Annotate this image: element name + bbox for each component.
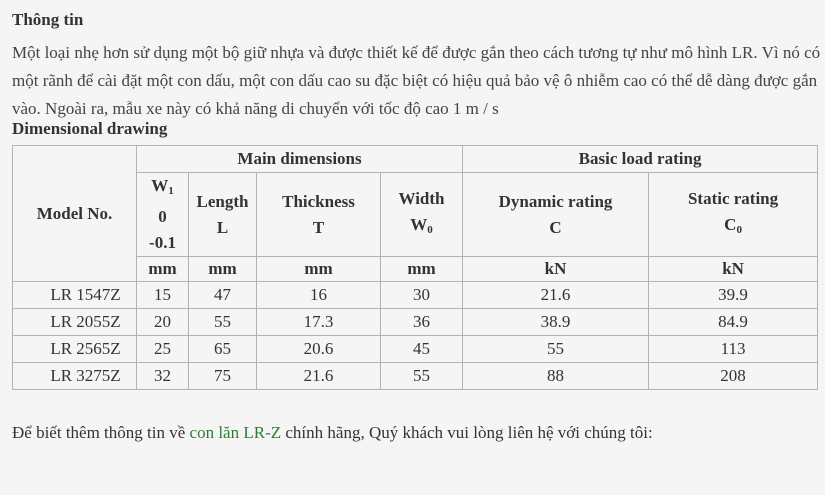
section-title: Thông tin <box>12 10 84 29</box>
dynamic-cell: 38.9 <box>463 309 649 336</box>
dynamic-cell: 21.6 <box>463 282 649 309</box>
dynamic-header <box>463 173 649 257</box>
model-header: Model No. <box>13 146 137 282</box>
width-cell: 45 <box>381 336 463 363</box>
static-symbol: C <box>724 215 737 234</box>
main-dimensions-header: Main dimensions <box>137 146 463 173</box>
dynamic-label: Dynamic rating <box>498 191 613 211</box>
length-cell: 55 <box>189 309 257 336</box>
unit-cell: mm <box>381 257 463 282</box>
w1-cell: 32 <box>137 363 189 390</box>
static-sub: 0 <box>736 224 742 236</box>
length-label: Length <box>196 191 249 211</box>
width-symbol: W <box>410 215 428 234</box>
length-header <box>189 173 257 257</box>
width-sub: 0 <box>427 224 433 236</box>
table-row <box>13 363 818 390</box>
table-row <box>13 282 818 309</box>
w1-header <box>137 173 189 257</box>
unit-cell: mm <box>257 257 381 282</box>
product-link[interactable]: con lăn LR-Z <box>189 423 282 442</box>
contact-prefix: Để biết thêm thông tin về <box>12 423 190 442</box>
w1-symbol: W <box>151 176 169 195</box>
table-row <box>13 309 818 336</box>
table-row <box>13 336 818 363</box>
width-cell: 55 <box>381 363 463 390</box>
model-cell: LR 3275Z <box>13 363 137 390</box>
static-cell: 39.9 <box>649 282 818 309</box>
width-header <box>381 173 463 257</box>
load-rating-header: Basic load rating <box>463 146 818 173</box>
thickness-cell: 16 <box>257 282 381 309</box>
static-cell: 208 <box>649 363 818 390</box>
width-label: Width <box>398 189 445 208</box>
w1-sub: 1 <box>168 185 174 197</box>
w1-cell: 20 <box>137 309 189 336</box>
unit-cell: mm <box>189 257 257 282</box>
thickness-label: Thickness <box>282 191 355 211</box>
unit-cell: kN <box>463 257 649 282</box>
w1-tol-upper: 0 <box>158 207 167 226</box>
length-cell: 75 <box>189 363 257 390</box>
drawing-title: Dimensional drawing <box>12 119 168 138</box>
length-cell: 47 <box>189 282 257 309</box>
thickness-cell: 21.6 <box>257 363 381 390</box>
length-symbol: L <box>216 217 229 237</box>
static-header <box>649 173 818 257</box>
model-cell: LR 1547Z <box>13 282 137 309</box>
thickness-cell: 17.3 <box>257 309 381 336</box>
spec-table <box>12 145 818 390</box>
width-cell: 30 <box>381 282 463 309</box>
thickness-symbol: T <box>312 217 325 237</box>
width-cell: 36 <box>381 309 463 336</box>
unit-cell: mm <box>137 257 189 282</box>
static-cell: 113 <box>649 336 818 363</box>
w1-cell: 15 <box>137 282 189 309</box>
dynamic-symbol: C <box>549 217 562 237</box>
dynamic-cell: 88 <box>463 363 649 390</box>
unit-cell: kN <box>649 257 818 282</box>
w1-tol-lower: -0.1 <box>149 233 176 252</box>
model-cell: LR 2055Z <box>13 309 137 336</box>
static-cell: 84.9 <box>649 309 818 336</box>
w1-cell: 25 <box>137 336 189 363</box>
thickness-cell: 20.6 <box>257 336 381 363</box>
length-cell: 65 <box>189 336 257 363</box>
contact-suffix: chính hãng, Quý khách vui lòng liên hệ với chúng tôi: <box>281 423 653 442</box>
dynamic-cell: 55 <box>463 336 649 363</box>
model-cell: LR 2565Z <box>13 336 137 363</box>
intro-paragraph: Một loại nhẹ hơn sử dụng một bộ giữ nhựa và được thiết kế để được gắn theo cách tương tự như mô hình LR. Vì nó có một rãnh để cài đặt một con dấu, một con dấu cao su đặc biệt có hiệu quả bảo vệ ô nhiễm cao có thể dễ dàng được gắn vào. Ngoài ra, mẫu xe này có khả năng di chuyển với tốc độ cao 1 m / s <box>12 43 821 118</box>
thickness-header <box>257 173 381 257</box>
static-label: Static rating <box>687 189 779 208</box>
contact-line <box>12 423 653 443</box>
